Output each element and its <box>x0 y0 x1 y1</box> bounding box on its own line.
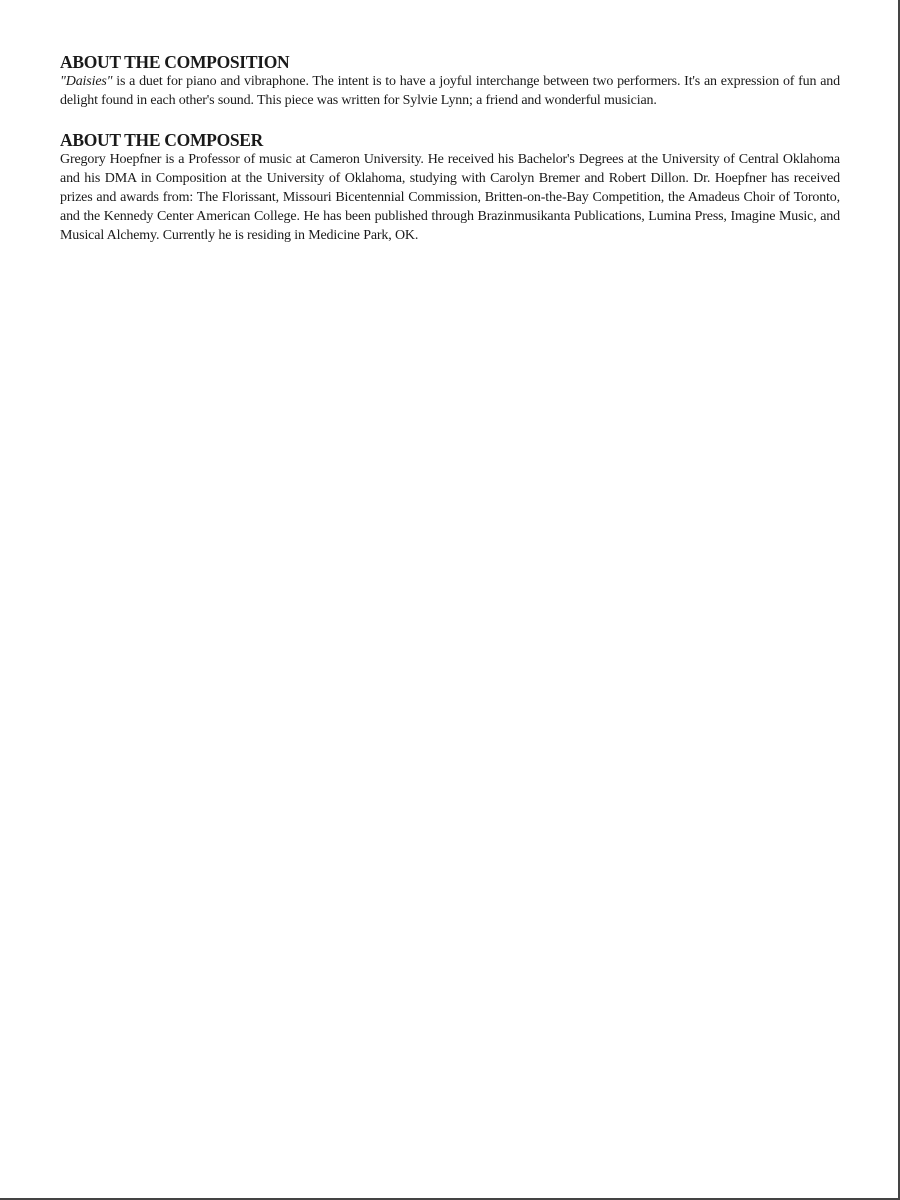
composition-heading: ABOUT THE COMPOSITION <box>60 52 290 72</box>
composition-title: "Daisies" <box>60 74 113 89</box>
composition-section <box>60 52 840 110</box>
document-page <box>60 52 840 265</box>
composer-paragraph: Gregory Hoepfner is a Professor of music at Cameron University. He received his Bachelor's Degrees at the University of Central Oklahoma and his DMA in Composition at the University of Oklahoma, studying with Carolyn Bremer and Robert Dillon. Dr. Hoepfner has received prizes and awards from: The Florissant, Missouri Bicentennial Commission, Britten-on-the-Bay Competition, the Amadeus Choir of Toronto, and the Kennedy Center American College. He has been published through Brazinmusikanta Publications, Lumina Press, Imagine Music, and Musical Alchemy. Currently he is residing in Medicine Park, OK. <box>60 152 840 243</box>
composition-paragraph <box>60 72 840 110</box>
composer-heading: ABOUT THE COMPOSER <box>60 130 264 150</box>
composer-section <box>60 130 840 245</box>
composition-body: is a duet for piano and vibraphone. The intent is to have a joyful interchange between two performers. It's an expression of fun and delight found in each other's sound. This piece was written for Sylvie Lynn; a friend and wonderful musician. <box>60 74 840 108</box>
